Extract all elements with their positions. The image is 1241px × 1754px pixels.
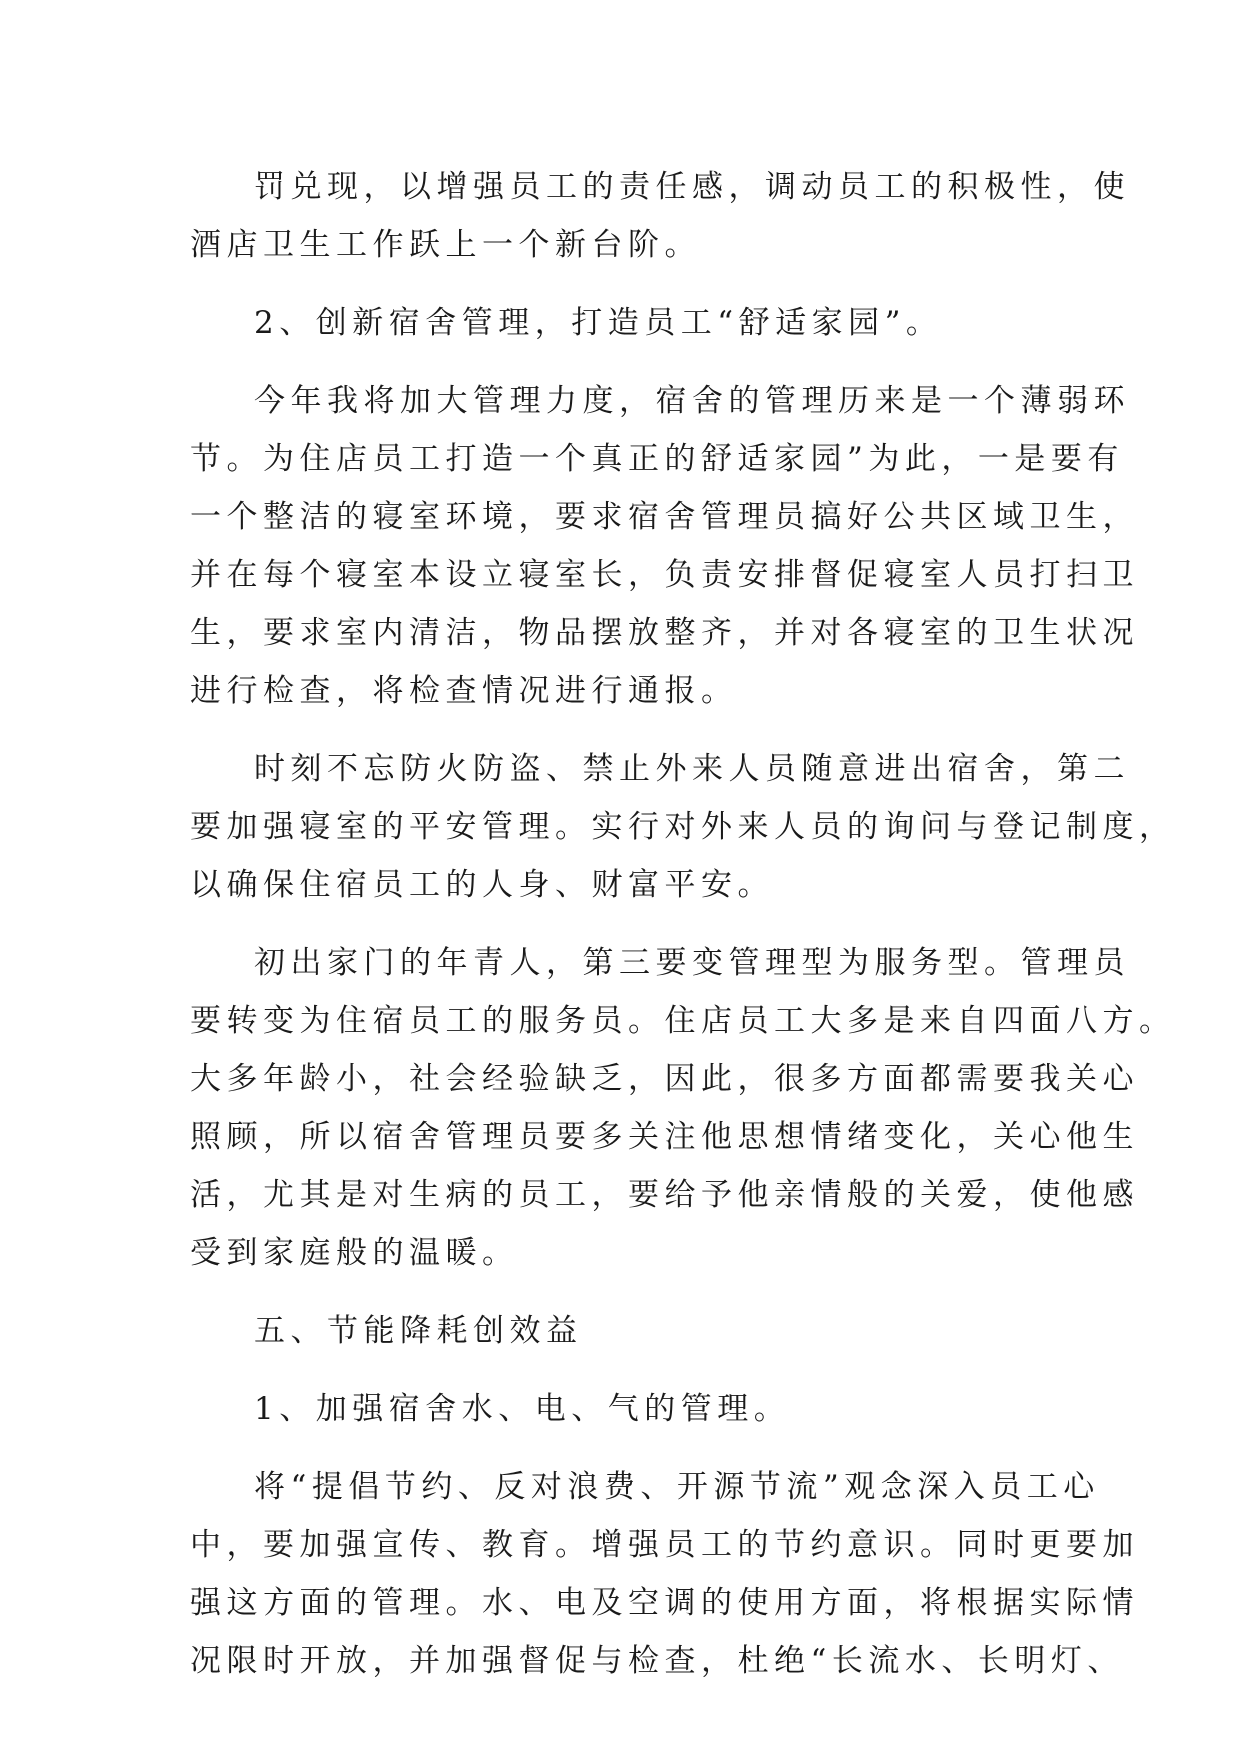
text-line: 以确保住宿员工的人身、财富平安。 (190, 867, 774, 903)
text-line: 2、创新宿舍管理，打造员工“舒适家园”。 (254, 305, 943, 341)
text-line: 照顾，所以宿舍管理员要多关注他思想情绪变化，关心他生 (190, 1119, 1139, 1155)
text-line: 今年我将加大管理力度，宿舍的管理历来是一个薄弱环 (254, 383, 1130, 419)
text-line: 五、节能降耗创效益 (254, 1313, 583, 1349)
paragraph (190, 372, 1139, 720)
text-line: 时刻不忘防火防盗、禁止外来人员随意进出宿舍，第二 (254, 751, 1130, 787)
text-line: 受到家庭般的温暖。 (190, 1235, 519, 1271)
text-line: 并在每个寝室本设立寝室长，负责安排督促寝室人员打扫卫 (190, 557, 1139, 593)
text-line: 要转变为住宿员工的服务员。住店员工大多是来自四面八方。 (190, 1003, 1176, 1039)
paragraph (190, 294, 1070, 352)
text-line: 罚兑现，以增强员工的责任感，调动员工的积极性，使 (254, 169, 1130, 205)
text-line: 要加强寝室的平安管理。实行对外来人员的询问与登记制度， (190, 809, 1176, 845)
paragraph (190, 158, 1130, 274)
text-line: 一个整洁的寝室环境，要求宿舍管理员搞好公共区域卫生， (190, 499, 1139, 535)
text-line: 节。为住店员工打造一个真正的舒适家园”为此，一是要有 (190, 441, 1124, 477)
paragraph (190, 740, 1176, 914)
paragraph (190, 934, 1176, 1282)
text-line: 况限时开放，并加强督促与检查，杜绝“长流水、长明灯、 (190, 1643, 1124, 1679)
text-line: 生，要求室内清洁，物品摆放整齐，并对各寝室的卫生状况 (190, 615, 1139, 651)
section-heading (190, 1302, 1070, 1360)
paragraph (190, 1458, 1139, 1690)
text-line: 活，尤其是对生病的员工，要给予他亲情般的关爱，使他感 (190, 1177, 1139, 1213)
text-line: 中，要加强宣传、教育。增强员工的节约意识。同时更要加 (190, 1527, 1139, 1563)
document-body (190, 158, 1176, 1690)
text-line: 将“提倡节约、反对浪费、开源节流”观念深入员工心 (254, 1469, 1100, 1505)
text-line: 强这方面的管理。水、电及空调的使用方面，将根据实际情 (190, 1585, 1139, 1621)
text-line: 1、加强宿舍水、电、气的管理。 (254, 1391, 791, 1427)
text-line: 大多年龄小，社会经验缺乏，因此，很多方面都需要我关心 (190, 1061, 1139, 1097)
text-line: 初出家门的年青人，第三要变管理型为服务型。管理员 (254, 945, 1130, 981)
text-line: 酒店卫生工作跃上一个新台阶。 (190, 227, 701, 263)
subsection-heading (190, 1380, 1070, 1438)
text-line: 进行检查，将检查情况进行通报。 (190, 673, 738, 709)
